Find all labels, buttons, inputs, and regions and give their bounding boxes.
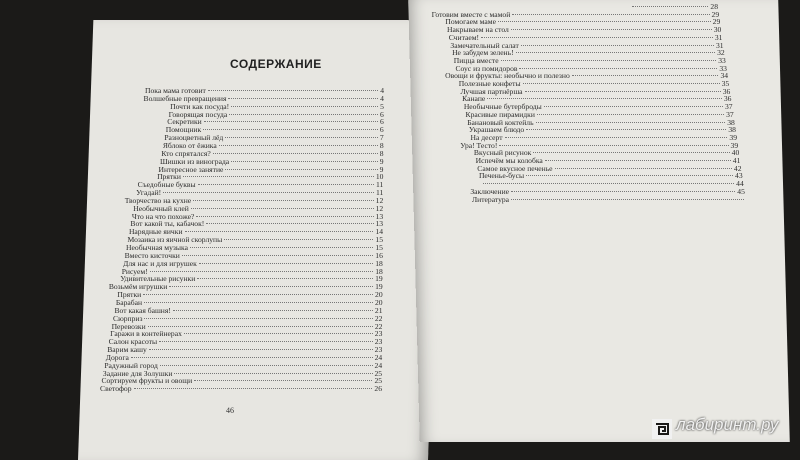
toc-entry-leader [203,129,378,130]
toc-entry-page-number: 21 [374,305,383,315]
toc-entry-label: Что на что похоже? [131,211,195,221]
toc-entry-label: Канапе [462,94,486,104]
toc-title: СОДЕРЖАНИЕ [230,57,322,71]
toc-entry-label: Овощи и фрукты: необычно и полезно [445,71,570,81]
toc-entry-label: Вместо кисточки [124,250,180,260]
toc-entry-leader [521,45,714,46]
toc-entry-page-number: 35 [721,79,730,88]
toc-entry-page-number: 12 [375,195,384,205]
toc-entry-leader [131,357,373,358]
toc-entry-page-number: 45 [737,186,745,196]
toc-entry-page-number: 23 [374,345,383,355]
toc-entry-label: Украшаем блюдо [468,125,525,135]
toc-entry-page-number: 15 [375,235,383,245]
toc-entry-page-number: 30 [713,25,722,35]
toc-entry-label: Литература [472,194,510,204]
toc-entry-leader [525,91,721,92]
page-number: 46 [226,406,234,415]
toc-entry [472,195,746,204]
toc-entry-label: Пока мама готовит [145,86,206,95]
toc-entry-leader [150,271,374,272]
toc-entry-page-number: 25 [374,368,383,378]
toc-entry-page-number: 14 [375,227,384,237]
toc-entry-leader [184,333,373,334]
toc-entry-label: Ура! Тесто! [460,140,498,150]
toc-entry-label: Накрываем на стол [447,25,509,35]
toc-entry-leader [198,184,374,185]
toc-entry-page-number: 38 [727,117,735,127]
toc-entry-label: Возьмём игрушки [108,282,168,292]
toc-entry-leader [632,6,708,7]
toc-entry-page-number: 7 [379,133,384,143]
toc-entry-page-number: 25 [374,376,383,386]
toc-entry-page-number: 36 [722,86,731,96]
toc-entry-page-number: 6 [379,125,384,135]
toc-entry-leader [191,208,374,209]
toc-entry-page-number: 23 [374,329,383,339]
toc-entry-leader [159,341,373,342]
toc-entry-page-number: 26 [374,384,382,394]
toc-entry-leader [537,114,724,115]
toc-entry-label: Шишки из винограда [159,156,230,166]
toc-entry-label: Мозаика из яичной скорлупы [127,235,223,245]
toc-entry-leader [219,145,378,146]
toc-entry-label: Готовим вместе с мамой [431,9,511,19]
toc-entry-label: Необычный клей [133,203,189,213]
toc-entry-leader [501,60,717,61]
toc-entry-leader [185,231,374,232]
toc-entry-leader [487,98,722,99]
toc-entry-label: Удивительные рисунки [120,274,196,284]
toc-entry-label: Испечём мы колобка [475,156,543,165]
toc-entry-leader [182,255,373,256]
toc-entry-page-number: 32 [717,48,725,58]
toc-entry-leader [144,318,372,319]
toc-entry-page-number: 41 [732,156,741,165]
toc-entry-leader [229,114,378,115]
toc-entry-page-number: 22 [374,313,383,323]
toc-entry-leader [225,137,378,138]
toc-entry-label: Помощник [165,125,202,135]
toc-entry-page-number: 19 [375,274,383,284]
toc-entry-label: Перевозки [111,321,146,331]
toc-entry-page-number: 33 [718,55,726,65]
toc-entry-leader [213,153,378,154]
toc-entry-leader [511,199,744,200]
toc-entry-label: Яблоко от ёжика [162,140,217,150]
toc-entry-page-number: 24 [374,360,383,370]
toc-entry-label: Нарядные яички [128,227,183,237]
toc-entry-leader [519,68,717,69]
toc-entry-leader [544,106,723,107]
toc-entry-page-number: 28 [710,2,718,11]
toc-entry-label: Вот какая башня! [114,305,171,315]
toc-entry-label: Секретики [167,117,202,127]
toc-entry-page-number: 4 [380,86,384,95]
toc-entry-label: Сортируем фрукты и овощи [101,376,193,386]
toc-entry-label: Лучшая партнёрша [460,86,523,96]
toc-entry-page-number: 39 [730,140,739,150]
toc-entry-label: Рисуем! [121,266,148,276]
toc-entry-label: Гаражи в контейнерах [110,329,182,339]
toc-entry-page-number: 18 [375,266,383,276]
toc-entry-label: Разноцветный лёд [164,133,224,143]
toc-entry-label: Красивые пирамидки [465,109,535,119]
toc-entry-label: Для нас и для игрушек [123,258,197,268]
toc-entry-page-number: 39 [729,132,738,142]
toc-entry-leader [144,302,373,303]
toc-entry-label: Кто спрятался? [161,148,211,158]
toc-entry-page-number: 5 [380,101,384,111]
toc-entry-leader [533,152,729,153]
toc-entry-label: Печенье-бусы [478,171,525,181]
toc-entry-label: Вот какой ты, кабачок! [130,219,205,229]
toc-entry-label: Прятки [117,290,142,300]
toc-entry-leader [148,326,373,327]
toc-entry-leader [526,129,726,130]
toc-entry-leader [516,52,715,53]
toc-entry-leader [193,200,373,201]
toc-entry-page-number: 22 [374,321,383,331]
toc-entry-label: Творчество на кухне [124,195,192,205]
toc-entry-page-number: 24 [374,352,383,362]
toc-entry-page-number: 16 [375,250,383,260]
toc-entry-label: На десерт [470,132,503,142]
toc-entry-leader [555,168,732,169]
toc-entry-page-number: 20 [375,290,383,300]
toc-entry-label: Барабан [115,297,143,307]
toc-entry-page-number: 10 [375,172,384,182]
toc-entry-leader [196,216,373,217]
toc-entry-label: Светофор [100,384,132,394]
toc-entry-leader [190,247,373,248]
toc-entry-leader [134,388,373,389]
toc-entry-page-number: 15 [375,243,383,252]
toc-entry-leader [526,175,733,176]
toc-entry-leader [231,106,378,107]
toc-entry-page-number: 29 [711,9,720,19]
toc-entry-label: Салон красоты [108,337,158,347]
toc-entry-page-number: 6 [379,117,384,127]
toc-entry-label: Пицца вместе [453,55,499,65]
toc-entry-leader [483,183,735,184]
toc-entry-leader [163,192,374,193]
toc-entry-page-number: 42 [733,163,742,173]
toc-entry [100,384,382,393]
toc-entry-leader [572,75,719,76]
toc-entry-leader [206,223,373,224]
toc-entry-label: Интересное занятие [158,164,224,174]
watermark-text: лабиринт.ру [676,415,779,434]
toc-entry-leader [160,365,373,366]
toc-entry-page-number: 4 [380,93,384,103]
toc-entry-label: Самое вкусное печенье [477,163,553,173]
toc-entry-leader [208,90,378,91]
toc-entry-label: Варим кашу [107,345,147,355]
toc-entry-leader [505,137,728,138]
watermark [652,415,778,435]
toc-entry-page-number: 44 [736,179,744,189]
toc-entry-label: Заключение [470,186,510,196]
toc-entry-label: Почти как посуда! [170,101,230,111]
toc-entry-leader [498,21,711,22]
toc-entry-leader [199,263,373,264]
toc-entry-leader [511,29,712,30]
toc-entry-leader [197,278,373,279]
toc-entry-leader [511,191,735,192]
toc-entry-page-number: 6 [380,109,384,119]
toc-entry-label: Угадай! [136,188,162,198]
toc-entry-page-number: 19 [375,282,383,292]
toc-entry-label: Сюрприз [113,313,143,323]
toc-entry-label: Помогаем маме [445,17,496,27]
toc-entry-label: Вкусный рисунок [473,148,532,158]
toc-entry-label: Дорога [105,352,129,362]
toc-entry-leader [224,239,373,240]
toc-entry-page-number: 20 [374,297,383,307]
toc-entry-leader [194,380,372,381]
toc-entry-page-number: 13 [375,219,384,229]
toc-entry-page-number: 38 [728,125,736,135]
toc-entry-page-number: 12 [375,203,384,213]
toc-entry-leader [149,349,373,350]
toc-entry-label: Говорящая посуда [168,109,228,119]
toc-entry-page-number: 36 [723,94,732,104]
toc-entry-page-number: 13 [375,211,384,221]
toc-entry-page-number: 8 [379,148,384,158]
toc-entry-leader [523,83,720,84]
toc-entry-page-number: 34 [720,71,729,81]
toc-entry-leader [225,169,377,170]
toc-entry-page-number: 40 [731,148,740,158]
toc-entry-leader [228,98,378,99]
toc-entry-page-number: 37 [726,109,734,119]
toc-entry-label: Радужный город [104,360,158,370]
toc-entry-leader [174,373,372,374]
toc-entry-label: Задание для Золушки [102,368,173,378]
toc-entry-page-number: 29 [712,17,721,27]
toc-entry-leader [183,176,374,177]
toc-entry-label: Замечательный салат [450,40,519,50]
toc-entry-label: Соус из помидоров [455,63,518,73]
toc-entry-label: Не забудем зелень! [452,48,514,58]
toc-entry-label: Считаем! [448,32,480,42]
toc-entry-leader [169,286,373,287]
toc-entry-leader [481,37,713,38]
toc-entry-page-number: 18 [375,258,383,268]
toc-entry-leader [499,145,728,146]
toc-entry-page-number: 11 [375,188,384,198]
toc-entry-leader [204,121,378,122]
toc-entry-leader [173,310,373,311]
toc-entry-label: Волшебные превращения [143,93,227,103]
toc-entry-label: Необычная музыка [126,243,188,252]
toc-entry-leader [143,294,373,295]
toc-entry-leader [231,161,378,162]
toc-entry-page-number: 9 [379,156,384,166]
toc-entry-page-number: 43 [735,171,743,181]
toc-entry-page-number: 8 [379,140,384,150]
toc-entry-leader [536,122,726,123]
toc-entry-leader [545,160,731,161]
toc-entry-label: Прятки [157,172,181,182]
toc-entry-label: Необычные бутерброды [463,102,542,112]
toc-entry-label: Банановый коктейль [467,117,534,127]
toc-entry-page-number: 23 [374,337,383,347]
toc-entry-page-number: 31 [715,40,724,50]
toc-entry-page-number: 33 [719,63,727,73]
toc-entry-label: Съедобные буквы [137,180,196,190]
toc-entry-page-number: 11 [376,180,384,190]
toc-entry-leader [512,14,709,15]
toc-entry-page-number: 37 [724,102,733,112]
toc-entry-label: Полезные конфеты [458,79,521,88]
toc-entry-page-number: 31 [714,32,723,42]
toc-entry-page-number: 9 [379,164,384,174]
